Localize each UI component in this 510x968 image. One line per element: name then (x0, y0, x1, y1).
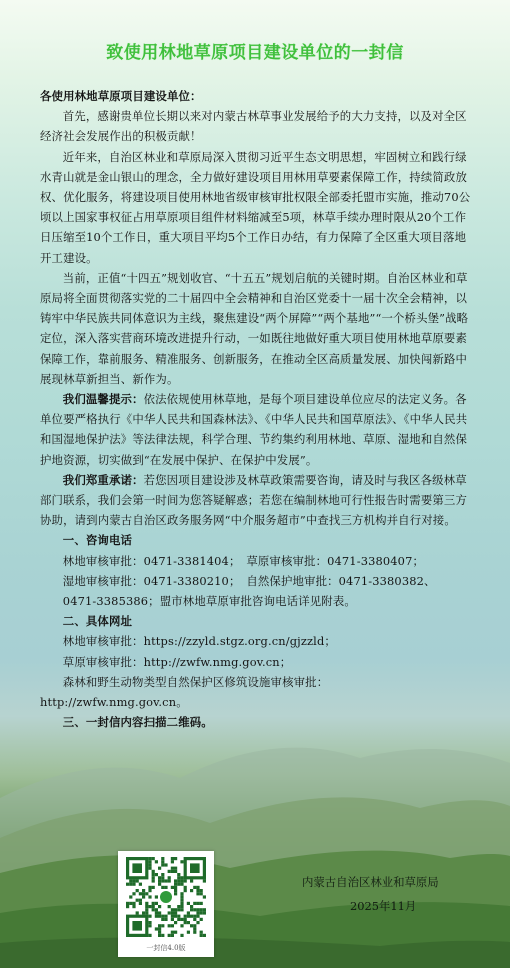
signature-block (300, 870, 480, 918)
commitment-text: 若您因项目建设涉及林草政策需要咨询，请及时与我区各级林草部门联系，我们会第一时间为您答疑解惑；若您在编制林地可行性报告时需要第三方协助，请到内蒙古自治区政务服务网“中介服务超市”中查找三方机构并自行对接。 (40, 472, 468, 528)
paragraph-achievements: 近年来，自治区林业和草原局深入贯彻习近平生态文明思想，牢固树立和践行绿水青山就是金山银山的理念，全力做好建设项目用林用草要素保障工作，持续简政放权、优化服务，将建设项目使用林地省级审核审批权限全部委托盟市实施，推动70公顷以上国家事权征占用草原项目组件材料缩减至5项，林草手续办理时限从20个工作日压缩至10个工作日，重大项目平均5个工作日办结，有力保障了全区重大项目落地开工建设。 (40, 149, 471, 265)
signature-org: 内蒙古自治区林业和草原局 (302, 875, 439, 889)
letter-title: 致使用林地草原项目建设单位的一封信 (106, 43, 404, 63)
url-line-reserve[interactable]: http://zwfw.nmg.gov.cn。 (40, 695, 188, 710)
paragraph-thanks: 首先，感谢贵单位长期以来对内蒙古林草事业发展给予的大力支持，以及对全区经济社会发展作出的积极贡献！ (40, 109, 467, 144)
qr-caption: 一封信4.0版 (146, 944, 186, 952)
qr-code-pattern (118, 851, 214, 943)
section-heading-phones: 一、咨询电话 (62, 533, 133, 548)
reminder-lead: 我们温馨提示： (62, 392, 144, 407)
reminder-text: 依法依规使用林草地，是每个项目建设单位应尽的法定义务。各单位要严格执行《中华人民共和国森林法》、《中华人民共和国草原法》、《中华人民共和国湿地保护法》等法律法规，科学合理、节约集约利用林地、草原、湿地和自然保护地资源，切实做到“在发展中保护、在保护中发展”。 (40, 392, 468, 467)
section-heading-qr: 三、一封信内容扫描二维码。 (62, 715, 213, 730)
salutation: 各使用林地草原项目建设单位： (40, 89, 202, 103)
url-line-forest[interactable]: 林地审核审批：https://zzyld.stgz.org.cn/gjzzld； (62, 634, 336, 649)
signature-date: 2025年11月 (350, 899, 417, 913)
phone-line: 湿地审核审批：0471-3380210； 自然保护地审批：0471-3380382、 (62, 573, 436, 588)
commitment-lead: 我们郑重承诺： (62, 472, 144, 487)
qr-code[interactable] (118, 851, 214, 957)
paragraph-current-period: 当前，正值“十四五”规划收官、“十五五”规划启航的关键时期。自治区林业和草原局将全面贯彻落实党的二十届四中全会精神和自治区党委十一届十次全会精神，以铸牢中华民族共同体意识为主线，聚焦建设“两个屏障”“两个基地”“一个桥头堡”战略定位，深入落实营商环境改进提升行动，一如既往地做好重大项目使用林地草原要素保障工作，靠前服务、精准服务、创新服务，在推动全区高质量发展、加快闯新路中展现林草新担当、新作为。 (40, 270, 469, 386)
phone-line: 林地审核审批：0471-3381404； 草原审核审批：0471-3380407； (62, 553, 425, 568)
url-label-reserve: 森林和野生动物类型自然保护区修筑设施审核审批： (62, 674, 329, 689)
paragraph-reminder (40, 389, 476, 470)
url-line-grassland[interactable]: 草原审核审批：http://zwfw.nmg.gov.cn； (62, 654, 292, 669)
letter-body (40, 86, 476, 733)
section-heading-urls: 二、具体网址 (62, 614, 133, 629)
phone-line: 0471-3385386；盟市林地草原审批咨询电话详见附表。 (62, 594, 356, 609)
paragraph-commitment (40, 470, 476, 531)
